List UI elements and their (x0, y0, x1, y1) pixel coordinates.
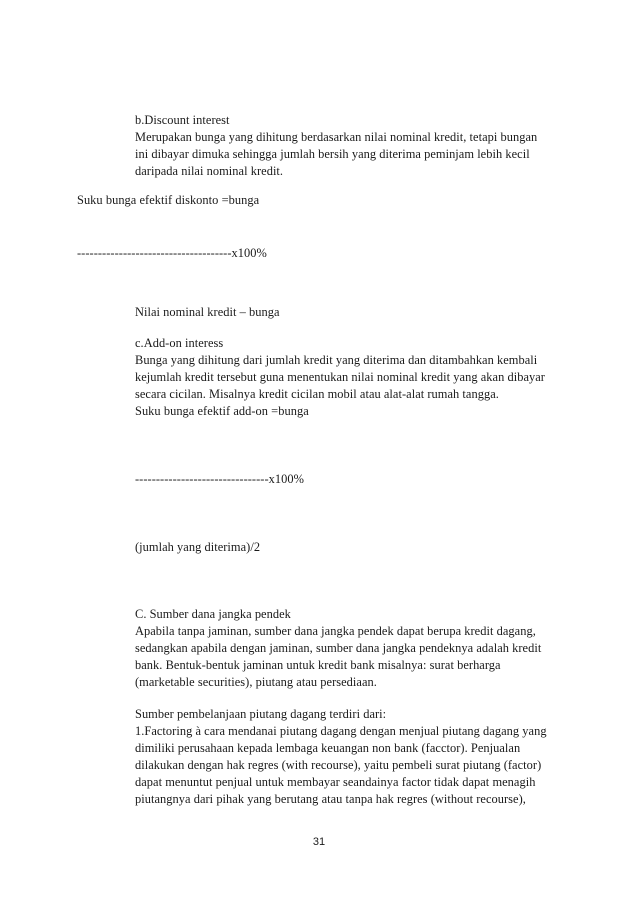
text-line: bank. Bentuk-bentuk jaminan untuk kredit bank misalnya: surat berharga (135, 658, 501, 672)
text-line: kejumlah kredit tersebut guna menentukan nilai nominal kredit yang akan dibayar (135, 370, 545, 384)
text-line: --------------------------------x100% (135, 472, 304, 486)
text-line: C. Sumber dana jangka pendek (135, 607, 291, 621)
text-line: Merupakan bunga yang dihitung berdasarkan nilai nominal kredit, tetapi bungan (135, 130, 538, 144)
text-line: Bunga yang dihitung dari jumlah kredit yang diterima dan ditambahkan kembali (135, 353, 538, 367)
text-line: dilakukan dengan hak regres (with recourse), yaitu pembeli surat piutang (factor) (135, 758, 542, 772)
text-line: piutangnya dari pihak yang berutang atau tanpa hak regres (without recourse), (135, 792, 526, 806)
text-line: dapat menuntut penjual untuk membayar seandainya factor tidak dapat menagih (135, 775, 536, 789)
text-line: b.Discount interest (135, 113, 230, 127)
text-line: sedangkan apabila dengan jaminan, sumber dana jangka pendeknya adalah kredit (135, 641, 542, 655)
text-line: (marketable securities), piutang atau persediaan. (135, 675, 377, 689)
text-line: daripada nilai nominal kredit. (135, 164, 284, 178)
text-line: dimiliki perusahaan kepada lembaga keuangan non bank (facctor). Penjualan (135, 741, 521, 755)
text-line: Sumber pembelanjaan piutang dagang terdiri dari: (135, 707, 387, 721)
text-line: Suku bunga efektif add-on =bunga (135, 404, 309, 418)
text-line: Suku bunga efektif diskonto =bunga (77, 193, 260, 207)
text-line: Apabila tanpa jaminan, sumber dana jangka pendek dapat berupa kredit dagang, (135, 624, 536, 638)
text-line: (jumlah yang diterima)/2 (135, 540, 261, 554)
text-line: -------------------------------------x100% (77, 246, 267, 260)
text-line: ini dibayar dimuka sehingga jumlah bersih yang diterima peminjam lebih kecil (135, 147, 530, 161)
text-line: c.Add-on interess (135, 336, 224, 350)
text-line: 1.Factoring à cara mendanai piutang dagang dengan menjual piutang dagang yang (135, 724, 547, 738)
text-line: Nilai nominal kredit – bunga (135, 305, 280, 319)
page-number: 31 (312, 836, 326, 848)
text-line: secara cicilan. Misalnya kredit cicilan mobil atau alat-alat rumah tangga. (135, 387, 499, 401)
